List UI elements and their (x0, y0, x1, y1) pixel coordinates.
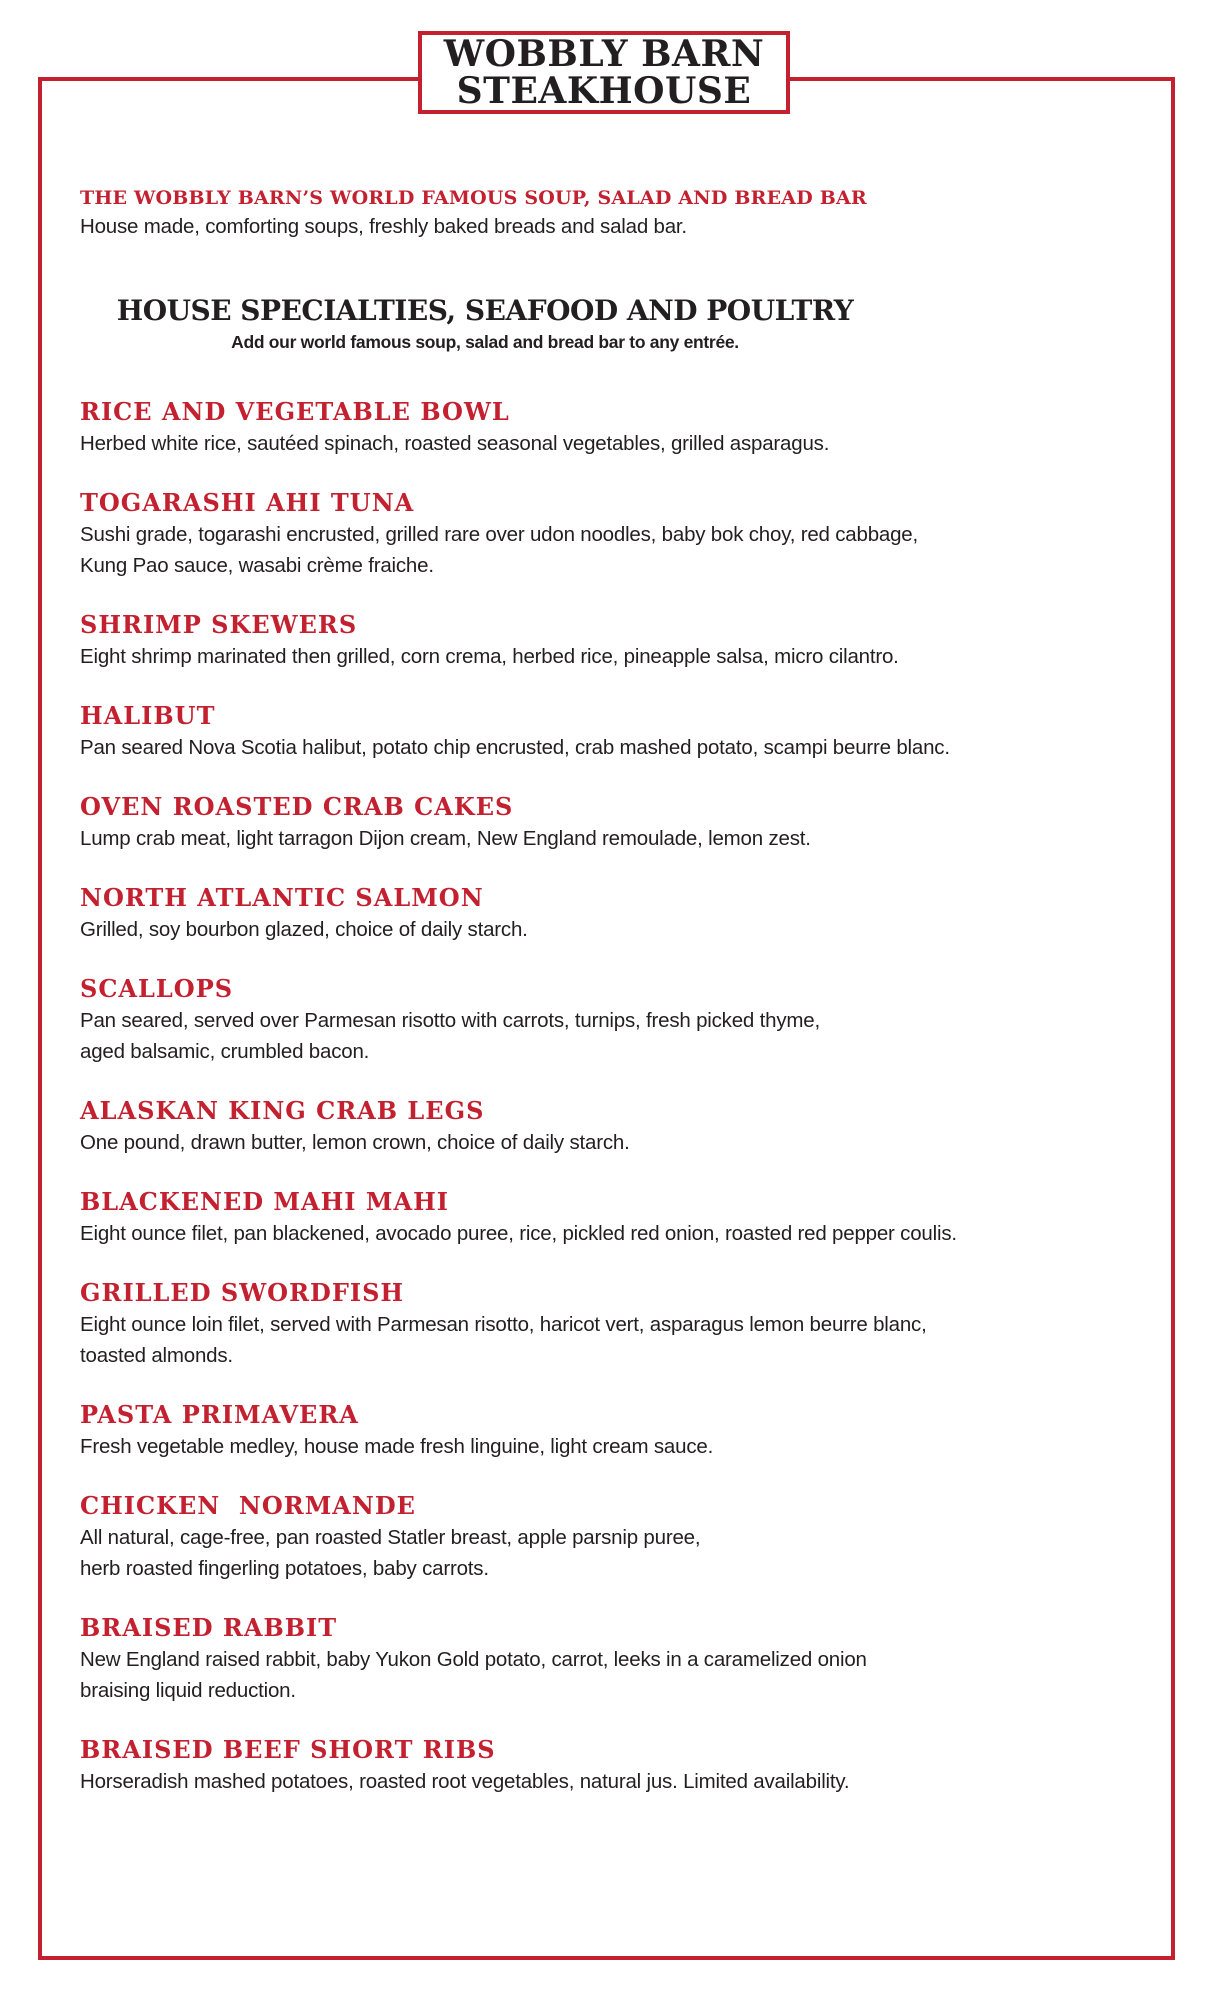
menu-item (80, 1735, 1095, 1797)
soup-salad-bread-bar-description: House made, comforting soups, freshly baked breads and salad bar. (80, 215, 687, 238)
section-header (80, 294, 890, 356)
menu-item-name: BLACKENED MAHI MAHI (80, 1187, 449, 1216)
menu-item (80, 1613, 1095, 1706)
menu-item-description (80, 914, 1095, 945)
menu-item-description (80, 1309, 1095, 1371)
menu-item-name: BRAISED RABBIT (80, 1613, 338, 1642)
menu-item-description-line: Fresh vegetable medley, house made fresh linguine, light cream sauce. (80, 1435, 714, 1458)
menu-item (80, 1278, 1095, 1371)
restaurant-logo (418, 31, 790, 114)
menu-item (80, 610, 1095, 672)
menu-item-name: CHICKEN NORMANDE (80, 1491, 416, 1520)
menu-content (80, 185, 1095, 1826)
menu-item-description (80, 1005, 1095, 1067)
menu-item-name: BRAISED BEEF SHORT RIBS (80, 1735, 496, 1764)
menu-item-description-line: Kung Pao sauce, wasabi crème fraiche. (80, 554, 434, 577)
menu-item-list (80, 397, 1095, 1797)
menu-item (80, 488, 1095, 581)
menu-item-description-line: braising liquid reduction. (80, 1679, 296, 1702)
menu-item-name: PASTA PRIMAVERA (80, 1400, 359, 1429)
menu-item (80, 1491, 1095, 1584)
logo-line-1: WOBBLY BARN (443, 32, 765, 75)
menu-item-description-line: herb roasted fingerling potatoes, baby carrots. (80, 1557, 489, 1580)
logo-line-2: STEAKHOUSE (456, 69, 752, 112)
menu-item-description-line: Horseradish mashed potatoes, roasted root vegetables, natural jus. Limited availability. (80, 1770, 850, 1793)
menu-item-description-line: One pound, drawn butter, lemon crown, choice of daily starch. (80, 1131, 630, 1154)
menu-item-description (80, 1644, 1095, 1706)
menu-item-name: SHRIMP SKEWERS (80, 610, 358, 639)
menu-item-name: OVEN ROASTED CRAB CAKES (80, 792, 514, 821)
menu-item (80, 1096, 1095, 1158)
section-title: HOUSE SPECIALTIES, SEAFOOD AND POULTRY (116, 294, 854, 327)
menu-item-description (80, 1127, 1095, 1158)
menu-item-description (80, 428, 1095, 459)
menu-item-name: HALIBUT (80, 701, 216, 730)
menu-item-description-line: Sushi grade, togarashi encrusted, grilled rare over udon noodles, baby bok choy, red cabbage, (80, 523, 919, 546)
menu-item-name: ALASKAN KING CRAB LEGS (80, 1096, 485, 1125)
menu-item (80, 974, 1095, 1067)
menu-item-description-line: Pan seared Nova Scotia halibut, potato chip encrusted, crab mashed potato, scampi beurre blanc. (80, 736, 950, 759)
menu-item (80, 1187, 1095, 1249)
menu-item-description (80, 641, 1095, 672)
menu-item-description-line: New England raised rabbit, baby Yukon Gold potato, carrot, leeks in a caramelized onion (80, 1648, 867, 1671)
menu-item-name: GRILLED SWORDFISH (80, 1278, 405, 1307)
menu-item-description (80, 823, 1095, 854)
menu-item-description-line: aged balsamic, crumbled bacon. (80, 1040, 370, 1063)
menu-item (80, 397, 1095, 459)
menu-item-name: RICE AND VEGETABLE BOWL (80, 397, 510, 426)
menu-item-description (80, 1218, 1095, 1249)
soup-salad-bread-bar-title: THE WOBBLY BARN’S WORLD FAMOUS SOUP, SALAD AND BREAD BAR (80, 187, 867, 209)
menu-item-description-line: All natural, cage-free, pan roasted Statler breast, apple parsnip puree, (80, 1526, 701, 1549)
menu-item-name: NORTH ATLANTIC SALMON (80, 883, 484, 912)
menu-item-description-line: toasted almonds. (80, 1344, 233, 1367)
menu-item-description-line: Eight ounce filet, pan blackened, avocado puree, rice, pickled red onion, roasted red pepper coulis. (80, 1222, 957, 1245)
menu-item-description-line: Pan seared, served over Parmesan risotto with carrots, turnips, fresh picked thyme, (80, 1009, 820, 1032)
menu-item-description (80, 1431, 1095, 1462)
menu-item (80, 792, 1095, 854)
menu-item-description (80, 1766, 1095, 1797)
menu-item-description-line: Grilled, soy bourbon glazed, choice of daily starch. (80, 918, 528, 941)
menu-item-description (80, 1522, 1095, 1584)
menu-item (80, 701, 1095, 763)
menu-item-description-line: Herbed white rice, sautéed spinach, roasted seasonal vegetables, grilled asparagus. (80, 432, 830, 455)
menu-item-name: TOGARASHI AHI TUNA (80, 488, 415, 517)
section-subtitle: Add our world famous soup, salad and bread bar to any entrée. (231, 332, 739, 352)
menu-item (80, 883, 1095, 945)
menu-item (80, 1400, 1095, 1462)
menu-item-description (80, 519, 1095, 581)
menu-item-description (80, 732, 1095, 763)
menu-item-name: SCALLOPS (80, 974, 234, 1003)
menu-item-description-line: Eight ounce loin filet, served with Parmesan risotto, haricot vert, asparagus lemon beurre blanc, (80, 1313, 927, 1336)
menu-item-description-line: Eight shrimp marinated then grilled, corn crema, herbed rice, pineapple salsa, micro cilantro. (80, 645, 899, 668)
menu-item-description-line: Lump crab meat, light tarragon Dijon cream, New England remoulade, lemon zest. (80, 827, 811, 850)
